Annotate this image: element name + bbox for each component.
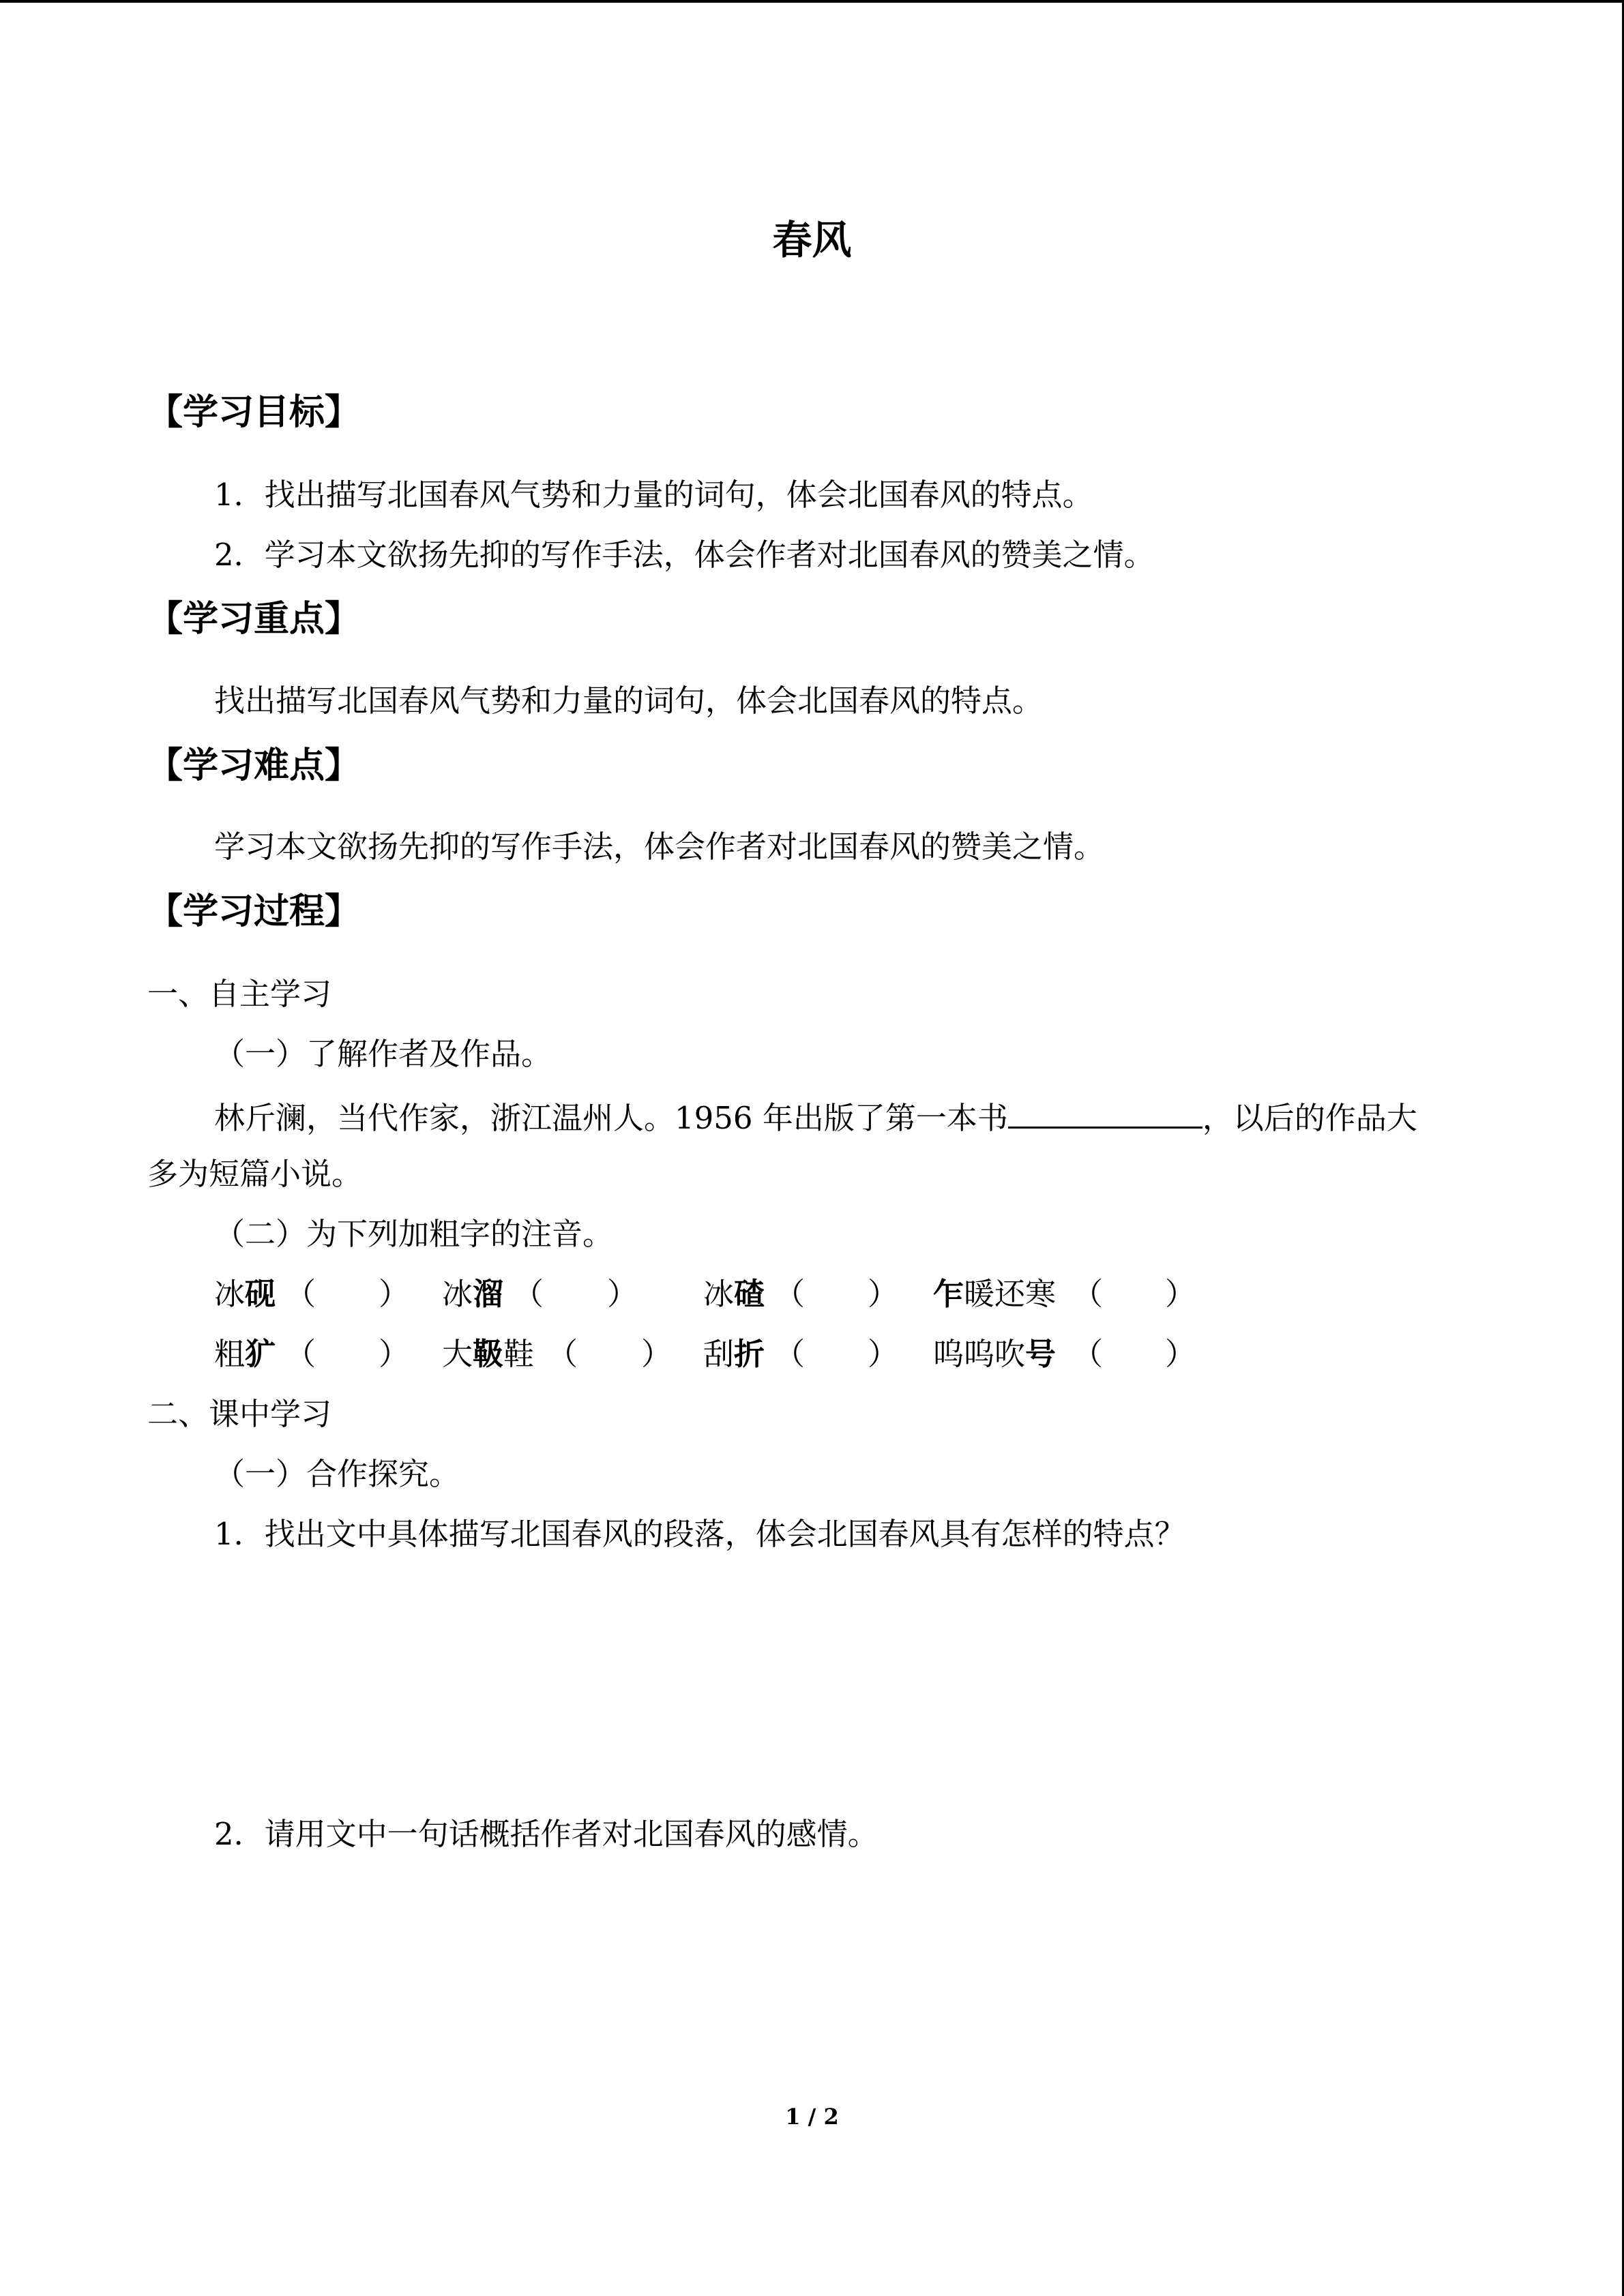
pinyin-row-1 bbox=[0, 1274, 1624, 1315]
part1-sub1: （一）了解作者及作品。 bbox=[214, 1036, 552, 1072]
pinyin-row-2 bbox=[0, 1334, 1624, 1375]
focus-text: 找出描写北国春风气势和力量的词句，体会北国春风的特点。 bbox=[214, 683, 1044, 719]
author-line bbox=[214, 1094, 1417, 1139]
paren-close: ） bbox=[379, 1276, 410, 1312]
paren-open: （ bbox=[1072, 1276, 1104, 1312]
difficulty-heading: 【学习难点】 bbox=[147, 745, 361, 786]
paren-open: （ bbox=[547, 1336, 578, 1372]
paren-open: （ bbox=[513, 1276, 544, 1312]
author-text-after: ，以后的作品大 bbox=[1202, 1100, 1417, 1136]
paren-open: （ bbox=[774, 1276, 806, 1312]
paren-open: （ bbox=[285, 1336, 316, 1372]
focus-heading: 【学习重点】 bbox=[147, 598, 361, 640]
paren-close: ） bbox=[379, 1336, 410, 1372]
paren-open: （ bbox=[285, 1276, 316, 1312]
paren-open: （ bbox=[1072, 1336, 1104, 1372]
goals-heading: 【学习目标】 bbox=[147, 391, 361, 433]
word-bingliu: 冰溜 bbox=[442, 1276, 504, 1312]
part1-sub2: （二）为下列加粗字的注音。 bbox=[214, 1216, 614, 1252]
author-text-before: 林斤澜，当代作家，浙江温州人。1956 年出版了第一本书 bbox=[214, 1100, 1008, 1136]
word-wuwuchuihao: 呜呜吹号 bbox=[933, 1336, 1057, 1372]
process-heading: 【学习过程】 bbox=[147, 891, 361, 932]
page-number: 1 / 2 bbox=[785, 2104, 839, 2130]
part1-title: 一、自主学习 bbox=[147, 976, 332, 1012]
word-dasaxie: 大靸鞋 bbox=[442, 1336, 535, 1372]
paren-close: ） bbox=[868, 1336, 899, 1372]
paren-close: ） bbox=[1165, 1276, 1196, 1312]
book-title-blank[interactable] bbox=[1008, 1094, 1202, 1129]
question-1: 1．找出文中具体描写北国春风的段落，体会北国春风具有怎样的特点？ bbox=[214, 1516, 1185, 1552]
word-bingcha: 冰碴 bbox=[703, 1276, 765, 1312]
question-2: 2．请用文中一句话概括作者对北国春风的感情。 bbox=[214, 1816, 879, 1852]
word-zhanuanhuanhan: 乍暖还寒 bbox=[933, 1276, 1057, 1312]
paren-close: ） bbox=[868, 1276, 899, 1312]
author-line-2: 多为短篇小说。 bbox=[147, 1156, 363, 1192]
difficulty-text: 学习本文欲扬先抑的写作手法，体会作者对北国春风的赞美之情。 bbox=[214, 829, 1105, 865]
page-title: 春风 bbox=[772, 217, 852, 263]
part2-title: 二、课中学习 bbox=[147, 1396, 332, 1432]
paren-close: ） bbox=[641, 1336, 673, 1372]
word-bingyan: 冰砚 bbox=[214, 1276, 276, 1312]
part2-sub1: （一）合作探究。 bbox=[214, 1456, 460, 1492]
paren-open: （ bbox=[774, 1336, 806, 1372]
goal-item-1: 1．找出描写北国春风气势和力量的词句，体会北国春风的特点。 bbox=[214, 477, 1093, 513]
paren-close: ） bbox=[607, 1276, 638, 1312]
paren-close: ） bbox=[1165, 1336, 1196, 1372]
page-border-top bbox=[0, 0, 1624, 3]
word-guazhe: 刮折 bbox=[703, 1336, 765, 1372]
goal-item-2: 2．学习本文欲扬先抑的写作手法，体会作者对北国春风的赞美之情。 bbox=[214, 537, 1155, 573]
word-cuguang: 粗犷 bbox=[214, 1336, 276, 1372]
